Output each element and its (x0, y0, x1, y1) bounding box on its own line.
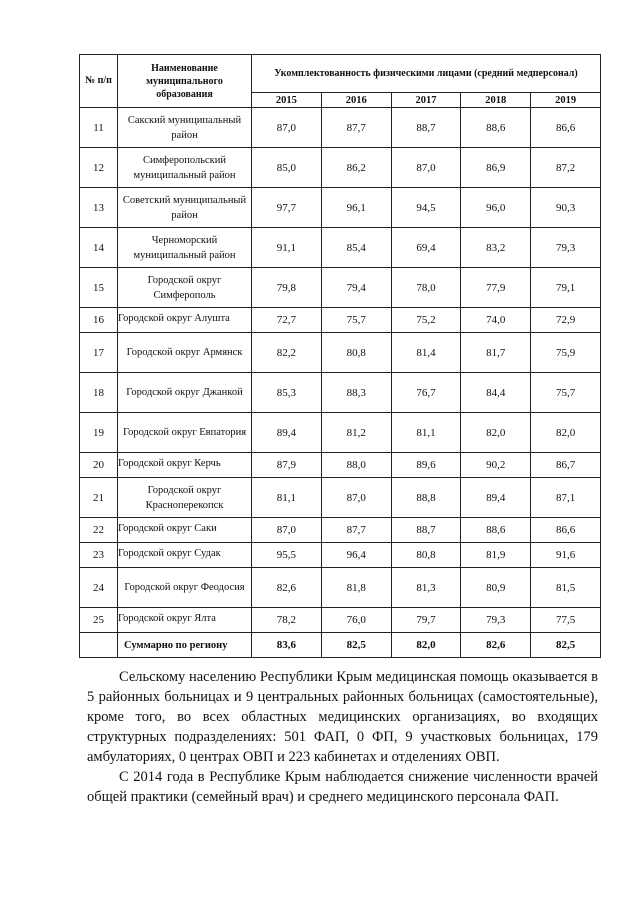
year-header: 2018 (461, 93, 531, 108)
staffing-value: 81,7 (461, 333, 531, 373)
summary-value: 83,6 (252, 633, 322, 658)
row-number: 23 (80, 543, 118, 568)
staffing-value: 87,0 (252, 518, 322, 543)
paragraph-rural-care: Сельскому населению Республики Крым медицинская помощь оказывается в 5 районных больницах и 9 центральных районных больницах (самостоятельные), кроме того, во всех областных медицинских организациях, во входящих структурных подразделениях: 501 ФАП, 0 ФП, 9 участковых больницах, 179 амбулаториях, 0 центрах ОВП и 223 кабинетах и отделениях ОВП. (87, 669, 598, 765)
table-row (80, 543, 601, 568)
staffing-value: 96,0 (461, 188, 531, 228)
staffing-value: 87,7 (321, 108, 391, 148)
staffing-value: 88,6 (461, 108, 531, 148)
staffing-value: 79,8 (252, 268, 322, 308)
staffing-value: 88,7 (391, 518, 461, 543)
staffing-value: 95,5 (252, 543, 322, 568)
year-header: 2016 (321, 93, 391, 108)
staffing-value: 88,6 (461, 518, 531, 543)
staffing-value: 94,5 (391, 188, 461, 228)
staffing-value: 76,7 (391, 373, 461, 413)
table-row (80, 518, 601, 543)
staffing-value: 78,2 (252, 608, 322, 633)
table-row (80, 478, 601, 518)
municipality-name: Городской округ Саки (118, 518, 252, 543)
staffing-value: 81,4 (391, 333, 461, 373)
staffing-value: 72,7 (252, 308, 322, 333)
row-number: 24 (80, 568, 118, 608)
staffing-value: 83,2 (461, 228, 531, 268)
row-number: 12 (80, 148, 118, 188)
table-body (80, 108, 601, 658)
staffing-value: 86,2 (321, 148, 391, 188)
staffing-value: 96,1 (321, 188, 391, 228)
staffing-value: 86,9 (461, 148, 531, 188)
staffing-value: 81,8 (321, 568, 391, 608)
table-row (80, 413, 601, 453)
staffing-value: 79,7 (391, 608, 461, 633)
staffing-value: 88,0 (321, 453, 391, 478)
staffing-value: 80,8 (391, 543, 461, 568)
staffing-value: 90,2 (461, 453, 531, 478)
municipality-name: Сакский муниципальный район (118, 108, 252, 148)
staffing-value: 87,2 (531, 148, 601, 188)
staffing-value: 84,4 (461, 373, 531, 413)
row-number: 13 (80, 188, 118, 228)
staffing-value: 75,7 (531, 373, 601, 413)
staffing-value: 74,0 (461, 308, 531, 333)
col-header-number: № п/п (80, 55, 118, 108)
table-row (80, 608, 601, 633)
row-number: 16 (80, 308, 118, 333)
table-row (80, 148, 601, 188)
row-number: 11 (80, 108, 118, 148)
staffing-value: 88,7 (391, 108, 461, 148)
staffing-value: 88,8 (391, 478, 461, 518)
row-number: 22 (80, 518, 118, 543)
staffing-value: 85,4 (321, 228, 391, 268)
municipality-name: Городской округ Алушта (118, 308, 252, 333)
staffing-value: 89,4 (461, 478, 531, 518)
staffing-value: 87,7 (321, 518, 391, 543)
staffing-value: 87,0 (391, 148, 461, 188)
year-header: 2015 (252, 93, 322, 108)
table-row (80, 188, 601, 228)
staffing-value: 82,6 (252, 568, 322, 608)
staffing-value: 86,6 (531, 108, 601, 148)
staffing-value: 81,1 (391, 413, 461, 453)
staffing-value: 87,0 (321, 478, 391, 518)
staffing-value: 77,9 (461, 268, 531, 308)
municipality-name: Городской округ Симферополь (118, 268, 252, 308)
row-number: 25 (80, 608, 118, 633)
staffing-value: 85,3 (252, 373, 322, 413)
staffing-value: 87,0 (252, 108, 322, 148)
body-text (87, 667, 598, 807)
summary-label: Суммарно по региону (118, 633, 252, 658)
municipality-name: Симферопольский муниципальный район (118, 148, 252, 188)
summary-row (80, 633, 601, 658)
municipality-name: Городской округ Армянск (118, 333, 252, 373)
table-row (80, 228, 601, 268)
table-row (80, 108, 601, 148)
staffing-value: 81,9 (461, 543, 531, 568)
staffing-value: 81,3 (391, 568, 461, 608)
row-number: 21 (80, 478, 118, 518)
table-row (80, 308, 601, 333)
staffing-value: 80,9 (461, 568, 531, 608)
summary-value: 82,5 (531, 633, 601, 658)
staffing-value: 87,9 (252, 453, 322, 478)
staffing-value: 86,6 (531, 518, 601, 543)
col-header-staffing: Укомплектованность физическими лицами (средний медперсонал) (252, 55, 601, 93)
summary-value: 82,6 (461, 633, 531, 658)
staffing-value: 78,0 (391, 268, 461, 308)
staffing-value: 91,6 (531, 543, 601, 568)
staffing-value: 80,8 (321, 333, 391, 373)
staffing-value: 75,7 (321, 308, 391, 333)
staffing-value: 89,4 (252, 413, 322, 453)
row-number: 15 (80, 268, 118, 308)
staffing-value: 79,3 (531, 228, 601, 268)
staffing-value: 85,0 (252, 148, 322, 188)
staffing-value: 79,1 (531, 268, 601, 308)
staffing-value: 72,9 (531, 308, 601, 333)
paragraph-staff-decline: С 2014 года в Республике Крым наблюдается снижение численности врачей общей практики (семейный врач) и среднего медицинского персонала ФАП. (87, 769, 598, 805)
staffing-value: 91,1 (252, 228, 322, 268)
municipality-name: Городской округ Евпатория (118, 413, 252, 453)
row-number: 19 (80, 413, 118, 453)
row-number: 17 (80, 333, 118, 373)
row-number: 20 (80, 453, 118, 478)
staffing-table (79, 54, 601, 658)
col-header-municipality: Наименование муниципального образования (118, 55, 252, 108)
staffing-value: 82,0 (461, 413, 531, 453)
staffing-value: 75,2 (391, 308, 461, 333)
municipality-name: Советский муниципальный район (118, 188, 252, 228)
table-row (80, 453, 601, 478)
staffing-value: 75,9 (531, 333, 601, 373)
municipality-name: Городской округ Джанкой (118, 373, 252, 413)
summary-value: 82,5 (321, 633, 391, 658)
staffing-value: 79,4 (321, 268, 391, 308)
table-row (80, 568, 601, 608)
row-number: 14 (80, 228, 118, 268)
staffing-value: 79,3 (461, 608, 531, 633)
table-row (80, 268, 601, 308)
staffing-value: 89,6 (391, 453, 461, 478)
municipality-name: Городской округ Судак (118, 543, 252, 568)
table-row (80, 333, 601, 373)
municipality-name: Городской округ Феодосия (118, 568, 252, 608)
staffing-value: 96,4 (321, 543, 391, 568)
summary-number-cell (80, 633, 118, 658)
row-number: 18 (80, 373, 118, 413)
staffing-value: 87,1 (531, 478, 601, 518)
staffing-value: 88,3 (321, 373, 391, 413)
municipality-name: Городской округ Керчь (118, 453, 252, 478)
summary-value: 82,0 (391, 633, 461, 658)
staffing-value: 81,5 (531, 568, 601, 608)
municipality-name: Черноморский муниципальный район (118, 228, 252, 268)
staffing-value: 82,0 (531, 413, 601, 453)
staffing-value: 90,3 (531, 188, 601, 228)
staffing-value: 97,7 (252, 188, 322, 228)
municipality-name: Городской округ Красноперекопск (118, 478, 252, 518)
staffing-value: 77,5 (531, 608, 601, 633)
year-header: 2019 (531, 93, 601, 108)
table-row (80, 373, 601, 413)
staffing-value: 82,2 (252, 333, 322, 373)
staffing-value: 69,4 (391, 228, 461, 268)
staffing-value: 76,0 (321, 608, 391, 633)
staffing-value: 81,2 (321, 413, 391, 453)
staffing-value: 81,1 (252, 478, 322, 518)
year-header: 2017 (391, 93, 461, 108)
staffing-value: 86,7 (531, 453, 601, 478)
municipality-name: Городской округ Ялта (118, 608, 252, 633)
